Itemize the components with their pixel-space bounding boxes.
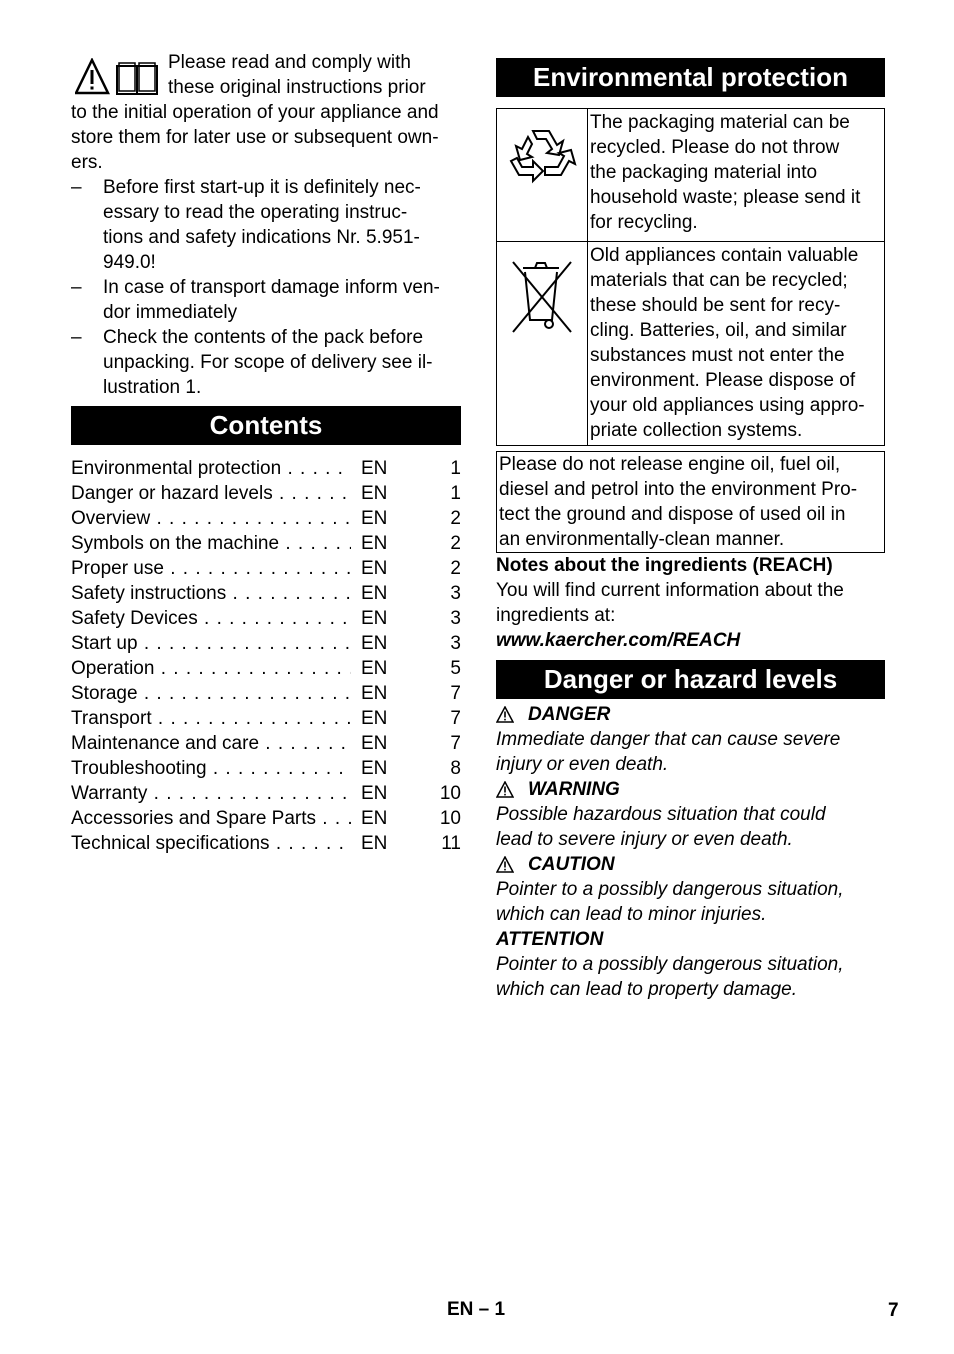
toc-lang: EN	[361, 633, 388, 654]
toc-page: 3	[450, 608, 461, 629]
right-column	[496, 58, 885, 1002]
toc-row[interactable]	[71, 481, 461, 506]
hazard-label: CAUTION	[528, 854, 615, 875]
bullet-dash: –	[71, 327, 82, 348]
notice-line: Please do not release engine oil, fuel oil,	[499, 454, 841, 475]
toc-lang: EN	[361, 708, 388, 729]
intro-line: these original instructions prior	[168, 77, 426, 98]
toc-lang: EN	[361, 483, 388, 504]
packaging-row	[497, 109, 884, 241]
intro-section	[71, 50, 461, 400]
bullet-line: In case of transport damage inform ven-	[103, 277, 440, 298]
toc-lang: EN	[361, 608, 388, 629]
footer-page-number: 7	[888, 1300, 899, 1321]
bullet-dash: –	[71, 177, 82, 198]
bullet-line: 949.0!	[103, 252, 156, 273]
toc-row[interactable]	[71, 731, 461, 756]
reach-title: Notes about the ingredients (REACH)	[496, 555, 833, 576]
hazard-level-caution	[496, 852, 885, 877]
hazard-desc: Pointer to a possibly dangerous situation,	[496, 954, 844, 975]
packaging-line: The packaging material can be	[590, 112, 850, 133]
intro-line: Please read and comply with	[168, 52, 411, 73]
hazard-desc: Immediate danger that can cause severe	[496, 729, 841, 750]
bullet-line: essary to read the operating instruc-	[103, 202, 408, 223]
hazard-desc: which can lead to minor injuries.	[496, 904, 767, 925]
warning-triangle-icon	[496, 706, 514, 723]
notice-line: tect the ground and dispose of used oil in	[499, 504, 846, 525]
hazard-desc: lead to severe injury or even death.	[496, 829, 793, 850]
bullet-item	[71, 275, 461, 325]
hazard-heading: Danger or hazard levels	[496, 660, 885, 699]
read-manual-warning-icon	[75, 58, 159, 98]
bullet-line: tions and safety indications Nr. 5.951-	[103, 227, 420, 248]
toc-row[interactable]	[71, 756, 461, 781]
toc-row[interactable]	[71, 531, 461, 556]
appliances-line: cling. Batteries, oil, and similar	[590, 320, 847, 341]
appliances-line: Old appliances contain valuable	[590, 245, 859, 266]
notice-line: an environmentally-clean manner.	[499, 529, 785, 550]
toc-page: 2	[450, 508, 461, 529]
toc-page: 10	[439, 783, 461, 804]
toc-row[interactable]	[71, 556, 461, 581]
appliances-line: materials that can be recycled;	[590, 270, 848, 291]
toc-title: Technical specifications . . .	[71, 831, 351, 856]
toc-title: Safety instructions . . .	[71, 581, 351, 606]
appliances-line: these should be sent for recy-	[590, 295, 841, 316]
reach-line: ingredients at:	[496, 605, 616, 626]
toc-title: Troubleshooting . . .	[71, 756, 351, 781]
notice-line: diesel and petrol into the environment Pro-	[499, 479, 858, 500]
recycling-icon	[497, 109, 587, 235]
footer-section-label: EN – 1	[447, 1299, 506, 1320]
toc-row[interactable]	[71, 806, 461, 831]
hazard-desc: Pointer to a possibly dangerous situation,	[496, 879, 844, 900]
toc-row[interactable]	[71, 581, 461, 606]
hazard-label: WARNING	[528, 779, 620, 800]
toc-page: 2	[450, 558, 461, 579]
bullet-line: Check the contents of the pack before	[103, 327, 424, 348]
intro-line: ers.	[71, 152, 103, 173]
toc-title: Danger or hazard levels . . .	[71, 481, 351, 506]
hazard-desc: injury or even death.	[496, 754, 669, 775]
toc-lang: EN	[361, 733, 388, 754]
hazard-level-danger	[496, 702, 885, 727]
packaging-line: recycled. Please do not throw	[590, 137, 840, 158]
toc-title: Operation . . .	[71, 656, 351, 681]
bullet-line: dor immediately	[103, 302, 238, 323]
hazard-desc: Possible hazardous situation that could	[496, 804, 826, 825]
bullet-line: Before first start-up it is definitely nec-	[103, 177, 421, 198]
toc-page: 11	[441, 833, 461, 854]
toc-title: Symbols on the machine . . .	[71, 531, 351, 556]
toc-lang: EN	[361, 558, 388, 579]
toc-row[interactable]	[71, 781, 461, 806]
toc-lang: EN	[361, 683, 388, 704]
toc-lang: EN	[361, 783, 388, 804]
toc-title: Transport . . .	[71, 706, 351, 731]
toc-page: 7	[450, 708, 461, 729]
toc-page: 7	[450, 733, 461, 754]
toc-title: Accessories and Spare Parts . . .	[71, 806, 351, 831]
toc-title: Overview . . .	[71, 506, 351, 531]
toc-title: Maintenance and care . . .	[71, 731, 351, 756]
toc-page: 8	[450, 758, 461, 779]
toc-lang: EN	[361, 833, 388, 854]
warning-triangle-icon	[496, 856, 514, 873]
toc-title: Proper use . . .	[71, 556, 351, 581]
table-of-contents	[71, 456, 461, 856]
toc-title: Start up . . .	[71, 631, 351, 656]
toc-row[interactable]	[71, 706, 461, 731]
toc-lang: EN	[361, 458, 388, 479]
bullet-dash: –	[71, 277, 82, 298]
toc-lang: EN	[361, 808, 388, 829]
toc-lang: EN	[361, 658, 388, 679]
hazard-label: DANGER	[528, 704, 611, 725]
warning-triangle-icon	[496, 781, 514, 798]
reach-line: You will find current information about the	[496, 580, 844, 601]
toc-lang: EN	[361, 533, 388, 554]
toc-page: 5	[450, 658, 461, 679]
toc-row[interactable]	[71, 831, 461, 856]
environment-heading: Environmental protection	[496, 58, 885, 97]
oil-notice-box	[496, 451, 885, 553]
reach-url-link[interactable]: www.kaercher.com/REACH	[496, 630, 741, 651]
toc-row[interactable]	[71, 681, 461, 706]
toc-row[interactable]	[71, 631, 461, 656]
toc-lang: EN	[361, 583, 388, 604]
toc-page: 1	[450, 458, 461, 479]
toc-lang: EN	[361, 508, 388, 529]
toc-title: Storage . . .	[71, 681, 351, 706]
appliances-line: priate collection systems.	[590, 420, 803, 441]
packaging-line: for recycling.	[590, 212, 698, 233]
contents-heading: Contents	[71, 406, 461, 445]
appliances-line: substances must not enter the	[590, 345, 845, 366]
intro-line: store them for later use or subsequent own-	[71, 127, 439, 148]
packaging-line: the packaging material into	[590, 162, 818, 183]
hazard-desc: which can lead to property damage.	[496, 979, 798, 1000]
appliances-line: your old appliances using appro-	[590, 395, 865, 416]
appliances-row	[497, 241, 884, 445]
toc-title: Safety Devices . . .	[71, 606, 351, 631]
bullet-item	[71, 325, 461, 400]
toc-page: 10	[439, 808, 461, 829]
toc-page: 3	[450, 633, 461, 654]
hazard-levels	[496, 702, 885, 1002]
toc-row[interactable]	[71, 656, 461, 681]
toc-row[interactable]	[71, 456, 461, 481]
toc-title: Environmental protection . . .	[71, 456, 351, 481]
toc-title: Warranty . . .	[71, 781, 351, 806]
hazard-level-attention: ATTENTION	[496, 929, 604, 950]
left-column	[71, 50, 461, 856]
toc-lang: EN	[361, 758, 388, 779]
crossed-out-bin-icon	[497, 242, 587, 342]
toc-row[interactable]	[71, 506, 461, 531]
packaging-line: household waste; please send it	[590, 187, 861, 208]
hazard-level-warning	[496, 777, 885, 802]
bullet-item	[71, 175, 461, 275]
toc-page: 7	[450, 683, 461, 704]
environment-table	[496, 108, 885, 446]
bullet-line: unpacking. For scope of delivery see il-	[103, 352, 433, 373]
appliances-line: environment. Please dispose of	[590, 370, 856, 391]
toc-page: 3	[450, 583, 461, 604]
toc-page: 1	[450, 483, 461, 504]
bullet-line: lustration 1.	[103, 377, 202, 398]
toc-page: 2	[450, 533, 461, 554]
toc-row[interactable]	[71, 606, 461, 631]
intro-line: to the initial operation of your appliance and	[71, 102, 439, 123]
